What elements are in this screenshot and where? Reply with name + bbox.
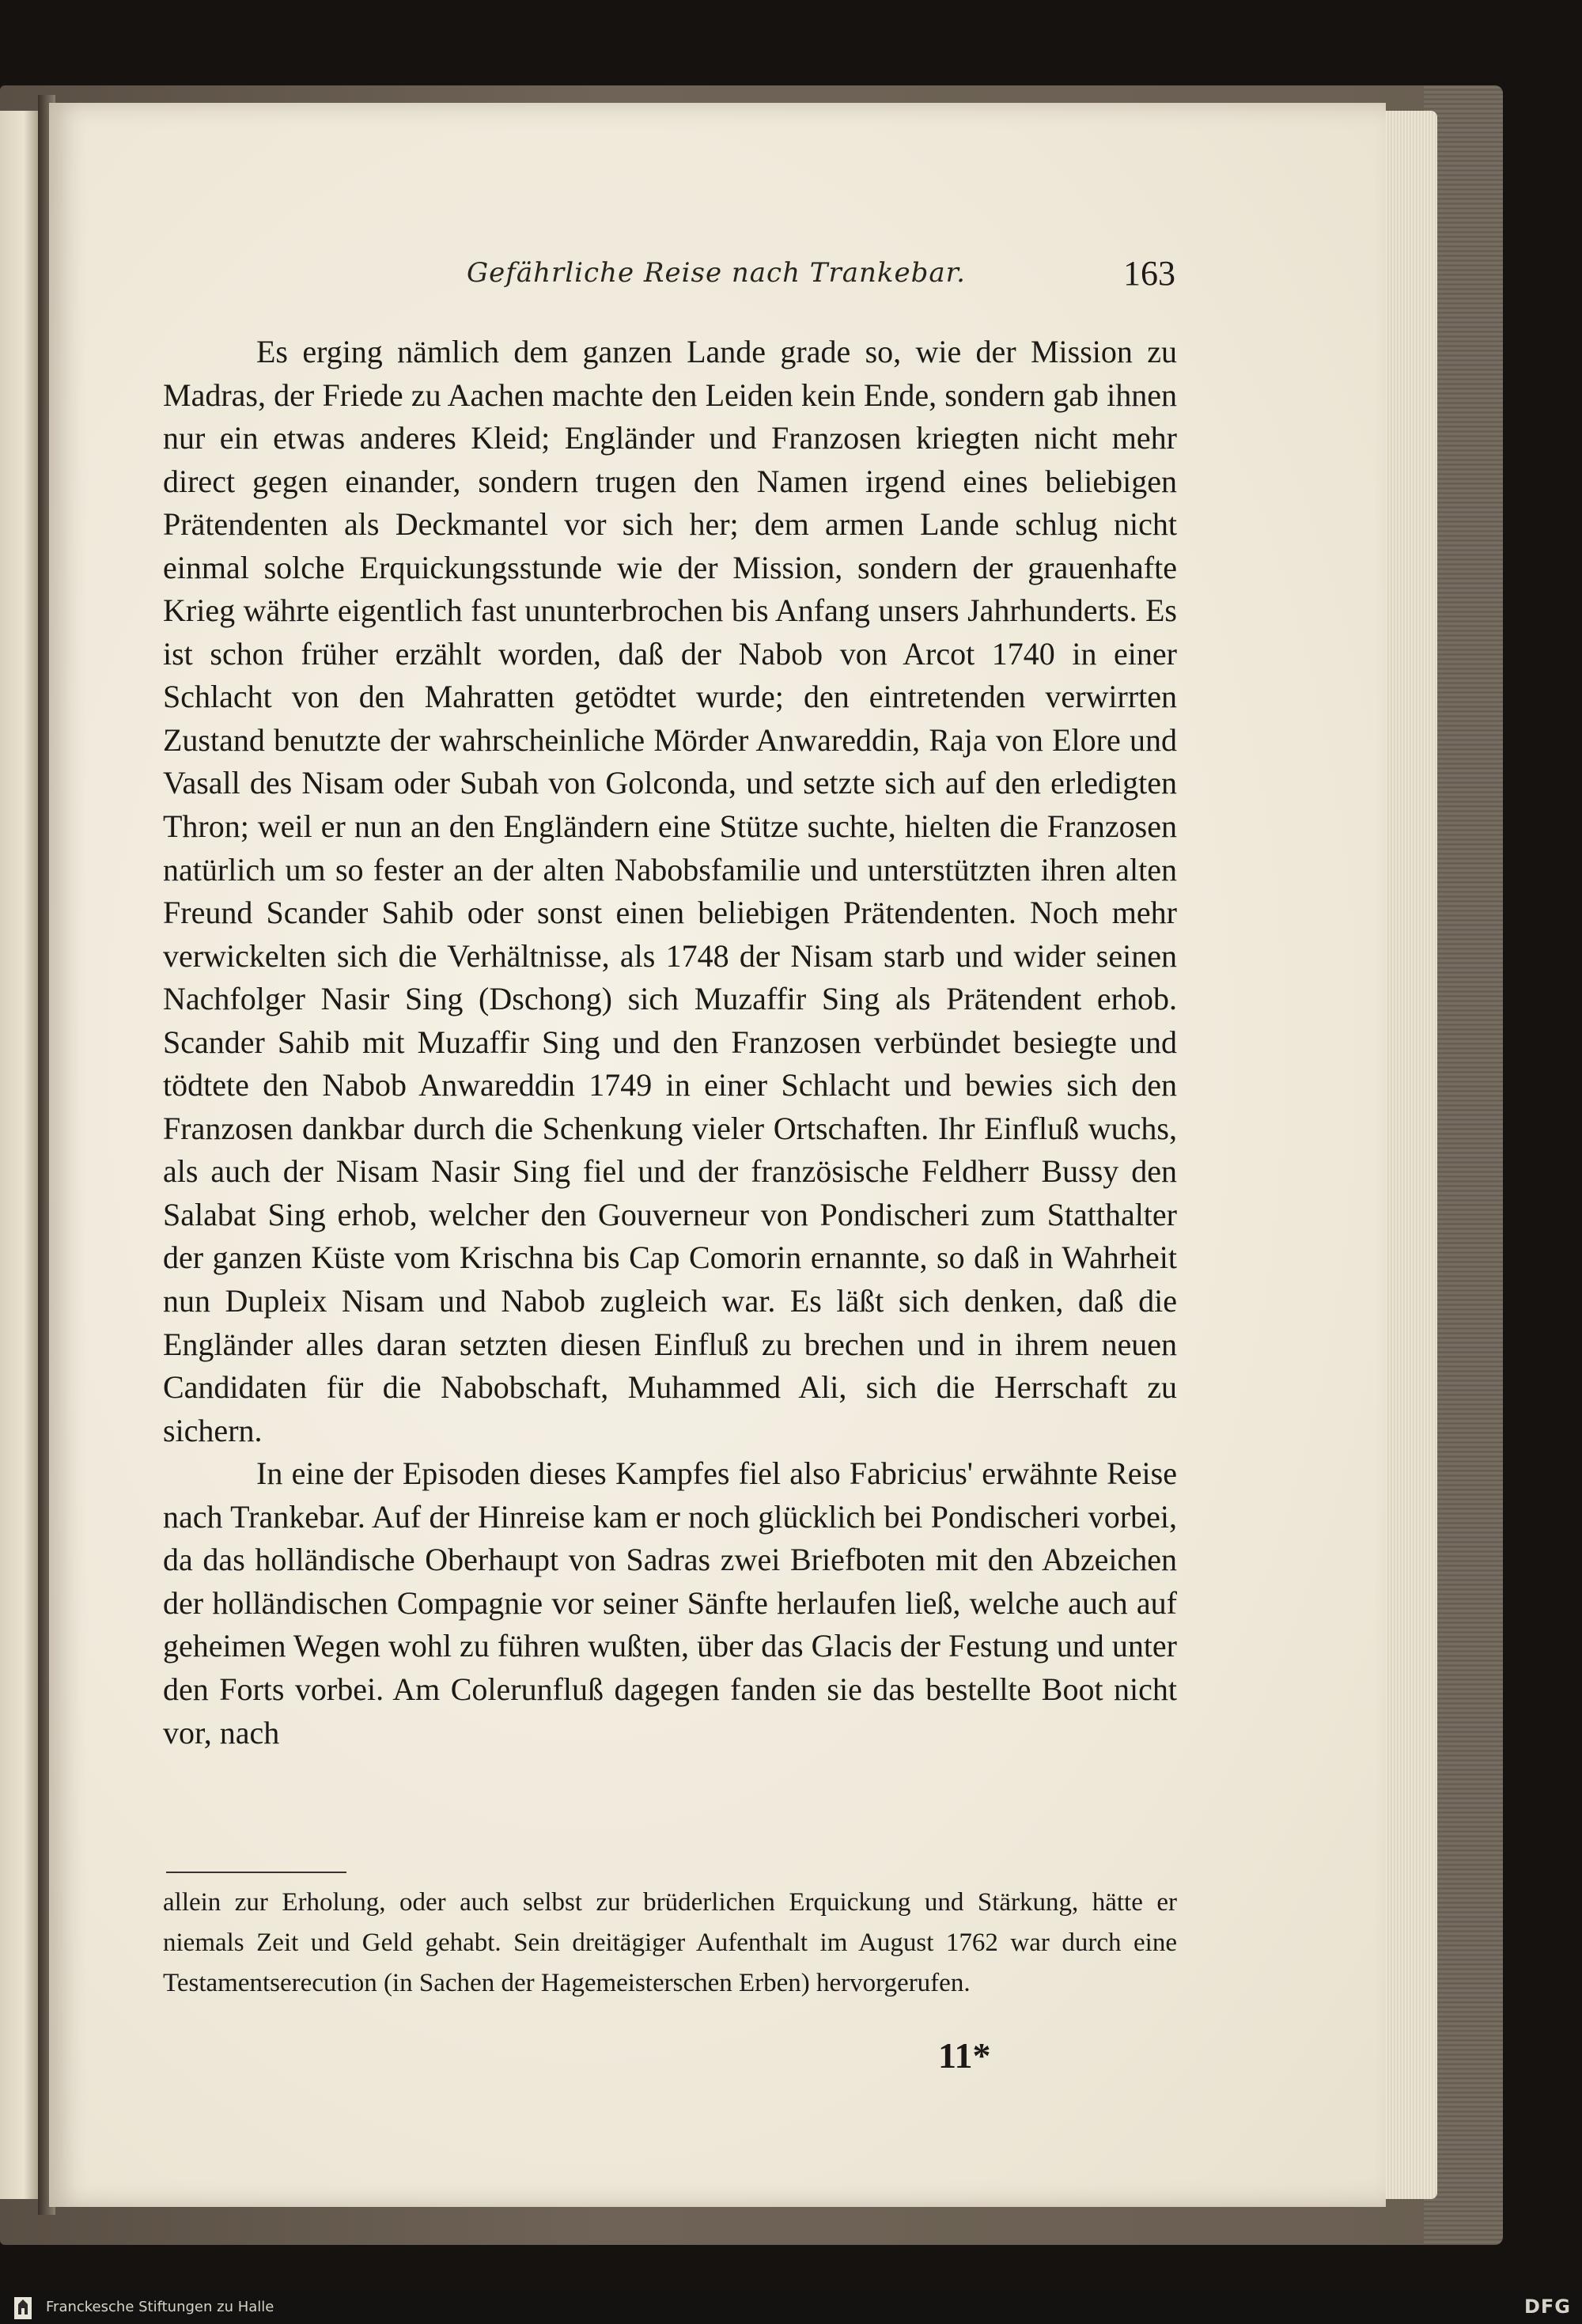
footnote-rule xyxy=(166,1872,346,1873)
signature-mark: 11* xyxy=(938,2035,991,2076)
institution-name: Franckesche Stiftungen zu Halle xyxy=(46,2299,274,2315)
left-page-edge xyxy=(0,111,40,2199)
paragraph: In eine der Episoden dieses Kampfes fiel also Fabricius' erwähnte Reise nach Trankebar. Auf der Hinreise kam er noch glücklich bei Pondischeri vorbei, da das holländische Oberhaupt von Sadras zwei Briefboten mit den Abzeichen der holländischen Compagnie vor seiner Sänfte herlaufen ließ, welche auch auf geheimen Wegen wohl zu führen wußten, über das Glacis der Festung und unter den Forts vorbei. Am Colerunfluß dagegen fanden sie das bestellte Boot nicht vor, nach xyxy=(163,1455,1177,1751)
page-number: 163 xyxy=(1123,254,1175,293)
dfg-logo: DFG xyxy=(1523,2296,1571,2318)
running-title: Gefährliche Reise nach Trankebar. xyxy=(467,257,966,289)
main-text xyxy=(163,331,1177,1754)
page-edges xyxy=(1380,111,1437,2199)
footnote: allein zur Erholung, oder auch selbst zur brüderlichen Erquickung und Stärkung, hätte er niemals Zeit und Geld gehabt. Sein dreitägiger Aufenthalt im August 1762 war durch eine Testamentserecution (in Sachen der Hagemeisterschen Erben) hervorgerufen. xyxy=(163,1888,1177,1997)
institution-logo-icon xyxy=(14,2297,32,2319)
paragraph: Es erging nämlich dem ganzen Lande grade so, wie der Mission zu Madras, der Friede zu Aachen machte den Leiden kein Ende, sondern gab ihnen nur ein etwas anderes Kleid; Engländer und Franzosen kriegten nicht mehr direct gegen einander, sondern trugen den Namen irgend eines beliebigen Prätendenten als Deckmantel vor sich her; dem armen Lande schlug nicht einmal solche Erquickungsstunde wie der Mission, sondern der grauenhafte Krieg währte eigentlich fast ununterbrochen bis Anfang unsers Jahrhunderts. Es ist schon früher erzählt worden, daß der Nabob von Arcot 1740 in einer Schlacht von den Mahratten getödtet wurde; den eintretenden verwirrten Zustand benutzte der wahrscheinliche Mörder Anwareddin, Raja von Elore und Vasall des Nisam oder Subah von Golconda, und setzte sich auf den erledigten Thron; weil er nun an den Engländern eine Stütze suchte, hielten die Franzosen natürlich um so fester an der alten Nabobsfamilie und unterstützten ihren alten Freund Scander Sahib oder sonst einen beliebigen Prätendenten. Noch mehr verwickelten sich die Verhältnisse, als 1748 der Nisam starb und wider seinen Nachfolger Nasir Sing (Dschong) sich Muzaffir Sing als Prätendent erhob. Scander Sahib mit Muzaffir Sing und den Franzosen verbündet besiegte und tödtete den Nabob Anwareddin 1749 in einer Schlacht und bewies sich den Franzosen dankbar durch die Schenkung vieler Ortschaften. Ihr Einfluß wuchs, als auch der Nisam Nasir Sing fiel und der französische Feldherr Bussy den Salabat Sing erhob, welcher den Gouverneur von Pondischeri zum Statthalter der ganzen Küste vom Krischna bis Cap Comorin ernannte, so daß in Wahrheit nun Dupleix Nisam und Nabob zugleich war. Es läßt sich denken, daß die Engländer alles daran setzten diesen Einfluß zu brechen und in ihrem neuen Candidaten für die Nabobschaft, Muhammed Ali, sich die Herrschaft zu sichern. xyxy=(163,334,1177,1448)
